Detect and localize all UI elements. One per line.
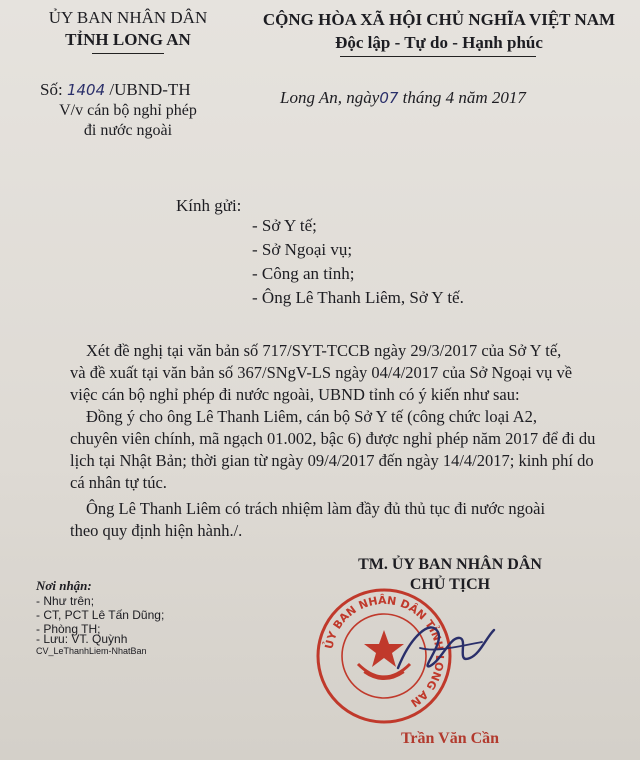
document-date: [280, 88, 526, 108]
line-text: theo quy định hiện hành./.: [70, 521, 243, 540]
motto-underline: [340, 56, 536, 57]
national-title: CỘNG HÒA XÃ HỘI CHỦ NGHĨA VIỆT NAM: [262, 10, 616, 29]
paragraph-line: [70, 340, 626, 362]
line-text: việc cán bộ nghỉ phép đi nước ngoài, UBND tỉnh có ý kiến như sau:: [70, 385, 520, 404]
date-suffix: tháng 4 năm 2017: [402, 88, 526, 107]
distribution-item: - Phòng TH;: [36, 622, 101, 636]
line-text: Xét đề nghị tại văn bản số 717/SYT-TCCB ngày 29/3/2017 của Sở Y tế,: [86, 341, 562, 360]
line-text: Đồng ý cho ông Lê Thanh Liêm, cán bộ Sở Y tế (công chức loại A2,: [86, 407, 537, 426]
archive-code: CV_LeThanhLiem-NhatBan: [36, 646, 147, 656]
paragraph-line: [70, 450, 626, 472]
body-paragraph-1: [70, 340, 626, 406]
body-paragraph-2: [70, 406, 626, 494]
handwritten-signature-icon: [390, 608, 500, 688]
paragraph-line: [70, 498, 626, 520]
distribution-item: - Như trên;: [36, 594, 95, 608]
subject-line1: V/v cán bộ nghỉ phép: [59, 102, 197, 119]
doc-no-suffix: /UBND-TH: [109, 80, 191, 99]
body-paragraph-3: [70, 498, 626, 542]
issuer-underline: [92, 53, 164, 54]
paragraph-line: [70, 428, 626, 450]
national-motto: Độc lập - Tự do - Hạnh phúc: [335, 33, 543, 52]
recipient-item: - Sở Y tế;: [252, 216, 317, 235]
paragraph-line: [70, 520, 626, 542]
issuer-line1: ỦY BAN NHÂN DÂN: [48, 8, 208, 27]
subject-line2: đi nước ngoài: [83, 122, 173, 139]
line-text: cá nhân tự túc.: [70, 473, 167, 492]
line-text: lịch tại Nhật Bản; thời gian từ ngày 09/4/2017 đến ngày 14/4/2017; kinh phí do: [70, 451, 594, 470]
signatory-role: CHỦ TỊCH: [409, 576, 491, 593]
line-text: chuyên viên chính, mã ngạch 01.002, bậc 6) được nghỉ phép năm 2017 để đi du: [70, 429, 596, 448]
paragraph-line: [70, 362, 626, 384]
doc-no-handwritten: 1404: [66, 81, 106, 99]
issuer-line2: TỈNH LONG AN: [65, 30, 191, 49]
paragraph-line: [70, 406, 626, 428]
distribution-title: Nơi nhận:: [36, 578, 92, 593]
paragraph-line: [70, 384, 626, 406]
doc-no-prefix: Số:: [40, 80, 63, 99]
svg-text:ỦY BAN NHÂN DÂN TỈNH LONG AN: ỦY BAN NHÂN DÂN TỈNH LONG AN: [322, 593, 447, 710]
recipient-item: - Sở Ngoại vụ;: [252, 240, 353, 259]
distribution-item: - CT, PCT Lê Tấn Dũng;: [36, 608, 165, 622]
line-text: và đề xuất tại văn bản số 367/SNgV-LS ngày 04/4/2017 của Sở Ngoại vụ về: [70, 363, 573, 382]
line-text: Ông Lê Thanh Liêm có trách nhiệm làm đầy đủ thủ tục đi nước ngoài: [86, 499, 546, 518]
recipient-item: - Ông Lê Thanh Liêm, Sở Y tế.: [252, 288, 464, 307]
signatory-title: TM. ỦY BAN NHÂN DÂN: [358, 556, 542, 573]
paragraph-line: [70, 472, 626, 494]
signer-name: Trần Văn Cần: [400, 730, 500, 747]
date-day-handwritten: 07: [379, 89, 399, 107]
greeting: Kính gửi:: [176, 196, 242, 215]
document-number: [40, 80, 191, 100]
recipient-item: - Công an tỉnh;: [252, 264, 355, 283]
date-prefix: Long An, ngày: [280, 88, 380, 107]
distribution-item: - Lưu: VT. Quỳnh: [36, 632, 128, 646]
